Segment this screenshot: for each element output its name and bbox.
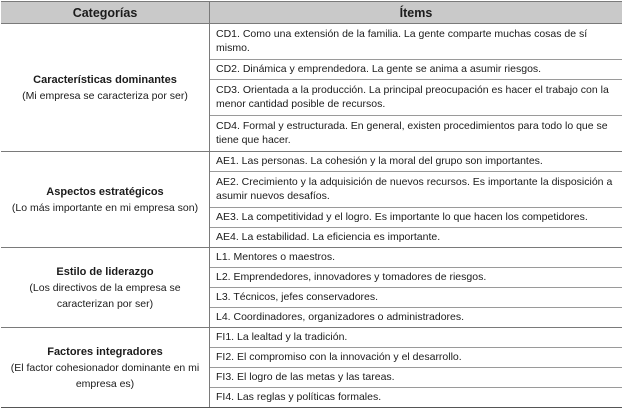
item-cell: FI2. El compromiso con la innovación y el desarrollo.: [210, 348, 623, 368]
item-cell: AE1. Las personas. La cohesión y la moral del grupo son importantes.: [210, 152, 623, 172]
item-cell: FI4. Las reglas y políticas formales.: [210, 388, 623, 408]
item-cell: L1. Mentores o maestros.: [210, 248, 623, 268]
table-row: [1, 248, 622, 268]
category-cell: [1, 248, 210, 328]
category-cell: [1, 24, 210, 152]
table-row: [1, 152, 622, 172]
header-items: Ítems: [210, 2, 623, 24]
item-cell: AE2. Crecimiento y la adquisición de nuevos recursos. Es importante la disposición a asumir nuevos desafíos.: [210, 172, 623, 208]
item-cell: CD1. Como una extensión de la familia. La gente comparte muchas cosas de sí mismo.: [210, 24, 623, 60]
item-cell: CD4. Formal y estructurada. En general, existen procedimientos para todo lo que se tiene que hacer.: [210, 116, 623, 152]
item-cell: L3. Técnicos, jefes conservadores.: [210, 288, 623, 308]
category-subtitle: (Mi empresa se caracteriza por ser): [22, 89, 188, 102]
item-cell: FI1. La lealtad y la tradición.: [210, 328, 623, 348]
header-categories: Categorías: [1, 2, 210, 24]
item-cell: FI3. El logro de las metas y las tareas.: [210, 368, 623, 388]
item-cell: L4. Coordinadores, organizadores o administradores.: [210, 308, 623, 328]
category-cell: [1, 152, 210, 248]
category-title: Estilo de liderazgo: [56, 265, 154, 278]
table-row: [1, 328, 622, 348]
category-subtitle: (Lo más importante en mi empresa son): [11, 201, 199, 214]
category-title: Aspectos estratégicos: [46, 185, 164, 198]
category-subtitle: (El factor cohesionador dominante en mi empresa es): [10, 361, 200, 390]
category-title: Características dominantes: [33, 73, 177, 86]
categories-table: [1, 1, 622, 408]
categories-table-container: [1, 1, 622, 408]
item-cell: CD3. Orientada a la producción. La principal preocupación es hacer el trabajo con la menor cantidad posible de recursos.: [210, 80, 623, 116]
item-cell: AE4. La estabilidad. La eficiencia es importante.: [210, 228, 623, 248]
table-header-row: [1, 2, 622, 24]
category-cell: [1, 328, 210, 408]
item-cell: AE3. La competitividad y el logro. Es importante lo que hacen los competidores.: [210, 208, 623, 228]
item-cell: CD2. Dinámica y emprendedora. La gente se anima a asumir riesgos.: [210, 60, 623, 80]
table-row: [1, 24, 622, 60]
category-title: Factores integradores: [47, 345, 163, 358]
item-cell: L2. Emprendedores, innovadores y tomadores de riesgos.: [210, 268, 623, 288]
category-subtitle: (Los directivos de la empresa se caracterizan por ser): [29, 281, 181, 310]
